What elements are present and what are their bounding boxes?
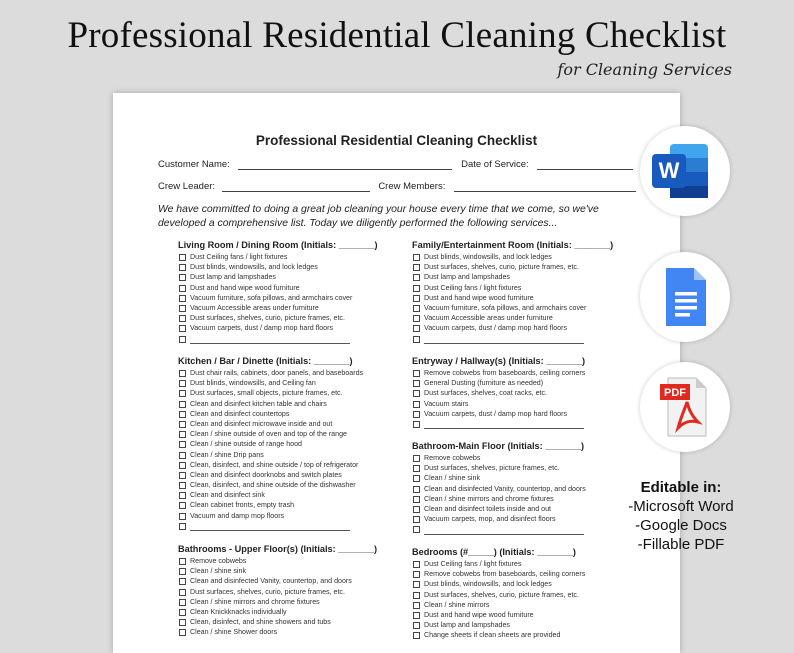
word-badge xyxy=(640,126,730,216)
checkbox[interactable] xyxy=(413,315,420,322)
checklist-item-label: Dust surfaces, shelves, picture frames, etc. xyxy=(424,464,560,473)
checklist-item-label: Dust Ceiling fans / light fixtures xyxy=(190,253,288,261)
checklist-item-label: Dust blinds, windowsills, and lock ledges xyxy=(424,253,552,261)
checklist-item-label: Clean / shine mirrors and chrome fixtures xyxy=(424,494,554,503)
customer-field-row xyxy=(158,159,633,170)
checkbox[interactable] xyxy=(179,452,186,459)
blank-checklist-item xyxy=(412,334,613,344)
checkbox[interactable] xyxy=(179,336,186,343)
checkbox[interactable] xyxy=(413,516,420,523)
checkbox[interactable] xyxy=(179,274,186,281)
section-title: Entryway / Hallway(s) (Initials: _______) xyxy=(412,356,586,366)
banner-subtitle: for Cleaning Services xyxy=(557,60,732,79)
checklist-item xyxy=(178,439,363,449)
checklist-item xyxy=(178,470,363,480)
checkbox[interactable] xyxy=(179,380,186,387)
checklist-item xyxy=(178,556,377,566)
checkbox[interactable] xyxy=(179,523,186,530)
checkbox[interactable] xyxy=(179,502,186,509)
checklist-item-label: Clean Knickknacks individually xyxy=(190,607,287,616)
section-family-room xyxy=(412,240,613,344)
intro-text: We have committed to doing a great job cleaning your house every time that we come, so we've developed a comprehensive list. Today we diligently performed the following services... xyxy=(158,204,599,229)
checklist-item-label: Vacuum furniture, sofa pillows, and armchairs cover xyxy=(424,303,587,312)
crew-members-label: Crew Members: xyxy=(378,181,446,192)
checkbox[interactable] xyxy=(413,421,420,428)
checklist-item-label: Dust surfaces, shelves, coat racks, etc. xyxy=(424,389,548,398)
checklist-item-label: Clean and disinfect sink xyxy=(190,491,265,500)
checkbox[interactable] xyxy=(413,325,420,332)
checkbox[interactable] xyxy=(179,401,186,408)
checklist-item xyxy=(178,576,377,586)
checkbox[interactable] xyxy=(179,482,186,489)
section-bedrooms xyxy=(412,547,585,641)
section-title: Living Room / Dining Room (Initials: _______) xyxy=(178,240,378,250)
section-title: Kitchen / Bar / Dinette (Initials: _______) xyxy=(178,356,353,366)
checklist-item xyxy=(178,607,377,617)
checklist-item xyxy=(412,293,613,303)
pdf-label: PDF xyxy=(664,387,686,399)
checklist-item-label: Dust and hand wipe wood furniture xyxy=(190,283,300,292)
checklist-item-label: Dust blinds, windowsills, and lock ledges xyxy=(424,580,552,589)
checklist-item-label: Clean, disinfect, and shine outside / top of refrigerator xyxy=(190,460,359,469)
checkbox[interactable] xyxy=(413,264,420,271)
checkbox[interactable] xyxy=(413,526,420,533)
section-bathroom-main xyxy=(412,441,586,535)
blank-line-field[interactable] xyxy=(190,336,350,344)
checkbox[interactable] xyxy=(413,592,420,599)
checkbox[interactable] xyxy=(413,336,420,343)
checklist-item-label: Clean / shine mirrors xyxy=(424,600,490,609)
checklist-item xyxy=(178,313,378,323)
checklist-item xyxy=(178,252,378,262)
crew-leader-label: Crew Leader: xyxy=(158,181,216,192)
checklist-item-label: Remove cobwebs from baseboards, ceiling corners xyxy=(424,570,586,579)
blank-line-field[interactable] xyxy=(424,336,584,344)
checkbox[interactable] xyxy=(179,264,186,271)
checkbox[interactable] xyxy=(179,589,186,596)
checklist-item xyxy=(178,368,363,378)
blank-checklist-item xyxy=(412,419,585,429)
checklist-item-label: Dust surfaces, shelves, curio, picture frames, etc. xyxy=(424,263,579,272)
checkbox[interactable] xyxy=(179,295,186,302)
checklist-item xyxy=(412,463,586,473)
checklist-item-label: Dust Ceiling fans / light fixtures xyxy=(424,283,522,292)
checkbox[interactable] xyxy=(179,578,186,585)
checkbox[interactable] xyxy=(413,612,420,619)
checkbox[interactable] xyxy=(413,571,420,578)
checkbox[interactable] xyxy=(413,455,420,462)
checklist-item-label: Clean / shine Shower doors xyxy=(190,628,278,637)
checklist-item xyxy=(178,617,377,627)
checkbox[interactable] xyxy=(413,581,420,588)
checkbox[interactable] xyxy=(179,370,186,377)
checklist-item xyxy=(412,368,585,378)
editable-docs: -Google Docs xyxy=(635,517,727,534)
checklist-item xyxy=(178,409,363,419)
checklist-item-label: Clean and disinfected Vanity, countertop, and doors xyxy=(424,484,586,493)
checkbox[interactable] xyxy=(413,622,420,629)
checklist-item xyxy=(412,399,585,409)
checklist-item xyxy=(412,272,613,282)
pdf-badge xyxy=(640,362,730,452)
checkbox[interactable] xyxy=(179,599,186,606)
checklist-item-label: Clean cabinet fronts, empty trash xyxy=(190,501,295,510)
checkbox[interactable] xyxy=(179,285,186,292)
checklist-item-label: Vacuum carpets, dust / damp mop hard floors xyxy=(190,324,333,333)
checklist-item-label: Dust Ceiling fans / light fixtures xyxy=(424,560,522,568)
blank-checklist-item xyxy=(178,334,378,344)
checklist-item-label: Vacuum stairs xyxy=(424,399,469,408)
checklist-item xyxy=(412,262,613,272)
section-title: Bedrooms (#_____) (Initials: _______) xyxy=(412,547,576,557)
checklist-item xyxy=(412,484,586,494)
section-bathrooms-upper xyxy=(178,544,377,638)
checklist-item-label: Dust surfaces, shelves, curio, picture frames, etc. xyxy=(190,314,345,323)
section-living-room xyxy=(178,240,378,344)
checklist-item-label: Vacuum carpets, dust / damp mop hard floors xyxy=(424,324,567,333)
checklist-item-label: Vacuum furniture, sofa pillows, and armchairs cover xyxy=(190,293,353,302)
checkbox[interactable] xyxy=(179,441,186,448)
checklist-item-label: Clean / shine sink xyxy=(190,567,246,576)
checkbox[interactable] xyxy=(179,568,186,575)
checklist-item-label: Dust surfaces, small objects, picture frames, etc. xyxy=(190,389,343,398)
checklist-item xyxy=(178,303,378,313)
checklist-item xyxy=(412,514,586,524)
checklist-item-label: Dust lamp and lampshades xyxy=(190,273,276,282)
checkbox[interactable] xyxy=(179,492,186,499)
checkbox[interactable] xyxy=(413,561,420,568)
checkbox[interactable] xyxy=(179,431,186,438)
checkbox[interactable] xyxy=(413,295,420,302)
google-docs-icon xyxy=(640,252,730,342)
checklist-item-label: General Dusting (furniture as needed) xyxy=(424,379,544,388)
checkbox[interactable] xyxy=(179,254,186,261)
checklist-item xyxy=(412,494,586,504)
checklist-item xyxy=(412,600,585,610)
checklist-item xyxy=(412,590,585,600)
blank-line-field[interactable] xyxy=(190,523,350,531)
checklist-item xyxy=(178,500,363,510)
checklist-item-label: Clean, disinfect, and shine showers and tubs xyxy=(190,618,331,627)
checklist-item xyxy=(178,262,378,272)
checkbox[interactable] xyxy=(179,513,186,520)
editable-in-list xyxy=(606,478,756,554)
checklist-item xyxy=(412,559,585,569)
checklist-item xyxy=(178,566,377,576)
checkbox[interactable] xyxy=(413,380,420,387)
checklist-item xyxy=(178,283,378,293)
checkbox[interactable] xyxy=(413,632,420,639)
checklist-item-label: Dust surfaces, shelves, curio, picture frames, etc. xyxy=(424,590,579,599)
checklist-item-label: Dust and hand wipe wood furniture xyxy=(424,610,534,619)
checklist-item xyxy=(412,388,585,398)
checkbox[interactable] xyxy=(413,506,420,513)
checkbox[interactable] xyxy=(413,496,420,503)
checkbox[interactable] xyxy=(179,390,186,397)
section-entryway xyxy=(412,356,585,429)
checkbox[interactable] xyxy=(413,486,420,493)
checklist-item xyxy=(178,399,363,409)
checklist-item-label: Clean and disinfect countertops xyxy=(190,409,290,418)
checklist-item-label: Clean, disinfect, and shine outside of the dishwasher xyxy=(190,481,356,490)
section-title: Family/Entertainment Room (Initials: _______) xyxy=(412,240,614,250)
checklist-item xyxy=(178,460,363,470)
customer-name-field[interactable] xyxy=(238,160,452,170)
checkbox[interactable] xyxy=(179,629,186,636)
checklist-item-label: Clean / shine sink xyxy=(424,474,480,483)
crew-leader-field[interactable] xyxy=(222,182,370,192)
checklist-item-label: Dust blinds, windowsills, and Ceiling fan xyxy=(190,379,316,388)
section-title: Bathroom-Main Floor (Initials: _______) xyxy=(412,441,585,451)
checklist-item xyxy=(412,323,613,333)
checkbox[interactable] xyxy=(413,465,420,472)
checklist-item xyxy=(412,473,586,483)
checklist-item-label: Clean / shine Drip pans xyxy=(190,450,264,459)
checklist-page xyxy=(113,93,680,653)
checklist-item-label: Dust chair rails, cabinets, door panels, and baseboards xyxy=(190,369,364,377)
checklist-item-label: Vacuum carpets, mop, and disinfect floors xyxy=(424,515,556,524)
checkbox[interactable] xyxy=(179,305,186,312)
checklist-item xyxy=(178,597,377,607)
checklist-item-label: Clean / shine mirrors and chrome fixtures xyxy=(190,597,320,606)
checklist-item xyxy=(178,450,363,460)
checklist-item xyxy=(412,453,586,463)
banner-title: Professional Residential Cleaning Checklist xyxy=(67,15,727,56)
checklist-item xyxy=(412,409,585,419)
checklist-item xyxy=(178,419,363,429)
checkbox[interactable] xyxy=(413,390,420,397)
blank-line-field[interactable] xyxy=(424,421,584,429)
checkbox[interactable] xyxy=(179,325,186,332)
checklist-item xyxy=(178,511,363,521)
checkbox[interactable] xyxy=(179,411,186,418)
checklist-item xyxy=(178,293,378,303)
blank-checklist-item xyxy=(178,521,363,531)
checklist-item xyxy=(412,252,613,262)
checklist-item-label: Remove cobwebs from baseboards, ceiling corners xyxy=(424,369,586,377)
word-icon xyxy=(640,126,730,216)
checklist-item-label: Clean and disinfected Vanity, countertop, and doors xyxy=(190,577,352,586)
checklist-item xyxy=(412,378,585,388)
editable-pdf: -Fillable PDF xyxy=(637,536,725,553)
checklist-item-label: Dust lamp and lampshades xyxy=(424,273,510,282)
checkbox[interactable] xyxy=(413,305,420,312)
checklist-item-label: Dust blinds, windowsills, and lock ledges xyxy=(190,263,318,272)
word-letter: W xyxy=(658,158,680,183)
docs-badge xyxy=(640,252,730,342)
crew-members-field[interactable] xyxy=(454,182,636,192)
checkbox[interactable] xyxy=(179,315,186,322)
customer-name-label: Customer Name: xyxy=(158,159,230,170)
checklist-item xyxy=(412,283,613,293)
checklist-item xyxy=(412,630,585,640)
checklist-item-label: Remove cobwebs xyxy=(424,454,481,462)
checklist-item-label: Change sheets if clean sheets are provided xyxy=(424,631,561,640)
blank-line-field[interactable] xyxy=(424,527,584,535)
checkbox[interactable] xyxy=(179,421,186,428)
pdf-icon xyxy=(640,362,730,452)
checklist-item-label: Clean and disinfect kitchen table and chairs xyxy=(190,399,327,408)
crew-field-row xyxy=(158,181,636,192)
document-title: Professional Residential Cleaning Checklist xyxy=(255,133,538,148)
checklist-item-label: Vacuum and damp mop floors xyxy=(190,511,285,520)
checkbox[interactable] xyxy=(179,472,186,479)
checkbox[interactable] xyxy=(413,475,420,482)
checklist-item xyxy=(412,620,585,630)
checkbox[interactable] xyxy=(179,462,186,469)
checklist-item-label: Clean / shine outside of oven and top of the range xyxy=(190,430,347,439)
checklist-item xyxy=(178,587,377,597)
section-title: Bathrooms - Upper Floor(s) (Initials: _______) xyxy=(178,544,378,554)
section-kitchen xyxy=(178,356,363,531)
editable-word: -Microsoft Word xyxy=(628,498,734,515)
checkbox[interactable] xyxy=(179,619,186,626)
checklist-item xyxy=(178,480,363,490)
checklist-item-label: Dust surfaces, shelves, curio, picture frames, etc. xyxy=(190,587,345,596)
checklist-item xyxy=(412,303,613,313)
checkbox[interactable] xyxy=(413,254,420,261)
checklist-item xyxy=(178,429,363,439)
checklist-item xyxy=(412,504,586,514)
checkbox[interactable] xyxy=(413,274,420,281)
checklist-item-label: Vacuum carpets, dust / damp mop hard floors xyxy=(424,409,567,418)
checklist-item xyxy=(412,579,585,589)
checklist-item xyxy=(178,323,378,333)
checkbox[interactable] xyxy=(413,411,420,418)
date-field[interactable] xyxy=(537,160,633,170)
checklist-item xyxy=(412,569,585,579)
checklist-item-label: Vacuum Accessible areas under furniture xyxy=(424,314,553,323)
checklist-item-label: Clean / shine outside of range hood xyxy=(190,440,303,449)
checklist-item xyxy=(178,490,363,500)
checklist-item xyxy=(412,313,613,323)
checklist-item-label: Vacuum Accessible areas under furniture xyxy=(190,303,319,312)
checklist-item xyxy=(178,388,363,398)
checklist-item xyxy=(178,378,363,388)
checklist-item-label: Dust and hand wipe wood furniture xyxy=(424,293,534,302)
editable-title: Editable in: xyxy=(640,479,722,496)
checkbox[interactable] xyxy=(413,285,420,292)
date-label: Date of Service: xyxy=(461,159,529,170)
checkbox[interactable] xyxy=(413,401,420,408)
checkbox[interactable] xyxy=(179,558,186,565)
checklist-item xyxy=(178,627,377,637)
checklist-item-label: Clean and disinfect doorknobs and switch plates xyxy=(190,470,342,479)
checkbox[interactable] xyxy=(413,370,420,377)
checklist-item xyxy=(412,610,585,620)
checkbox[interactable] xyxy=(179,609,186,616)
checklist-item-label: Dust lamp and lampshades xyxy=(424,621,510,630)
checklist-item-label: Remove cobwebs xyxy=(190,557,247,565)
checklist-item-label: Clean and disinfect microwave inside and out xyxy=(190,419,333,428)
checklist-item xyxy=(178,272,378,282)
checkbox[interactable] xyxy=(413,602,420,609)
checklist-item-label: Clean and disinfect toilets inside and out xyxy=(424,504,551,513)
blank-checklist-item xyxy=(412,524,586,534)
